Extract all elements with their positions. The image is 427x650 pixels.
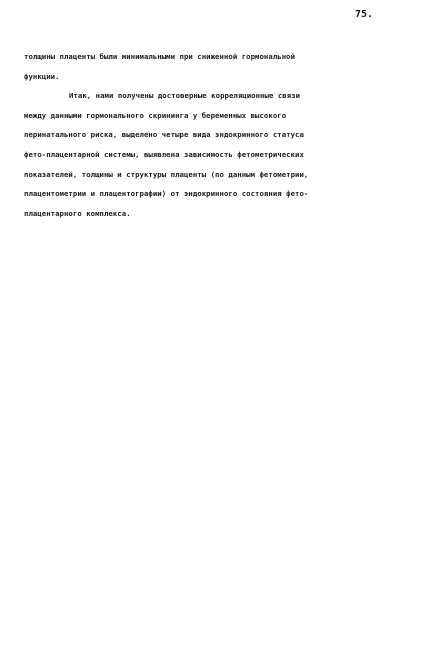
text-line	[24, 145, 404, 165]
text-line	[24, 125, 404, 145]
line-text: перинатального риска, выделено четыре вида эндокринного статуса	[24, 130, 304, 140]
text-line	[24, 165, 404, 185]
line-text: фето-плацентарной системы, выявлена зависимость фетометрических	[24, 149, 304, 159]
text-line	[24, 86, 404, 106]
text-line	[24, 106, 404, 126]
body-text	[24, 47, 404, 223]
line-text: плацентометрии и плацентографии) от эндокринного состояния фето-	[24, 189, 309, 199]
line-text: плацентарного комплекса.	[24, 208, 131, 218]
text-line	[24, 184, 404, 204]
line-text: Итак, нами получены достоверные корреляционные связи	[69, 91, 301, 101]
text-line	[24, 67, 404, 87]
text-line	[24, 204, 404, 224]
line-text: между данными гормонального скрининга у беременных высокого	[24, 110, 287, 120]
page-number: 75.	[355, 9, 374, 20]
line-text: показателей, толщины и структуры плаценты (по данным фетометрии,	[24, 169, 309, 179]
line-text: функции.	[24, 71, 60, 81]
line-text: толщины плаценты были минимальными при сниженной гормональной	[24, 52, 296, 61]
text-line	[24, 47, 404, 67]
